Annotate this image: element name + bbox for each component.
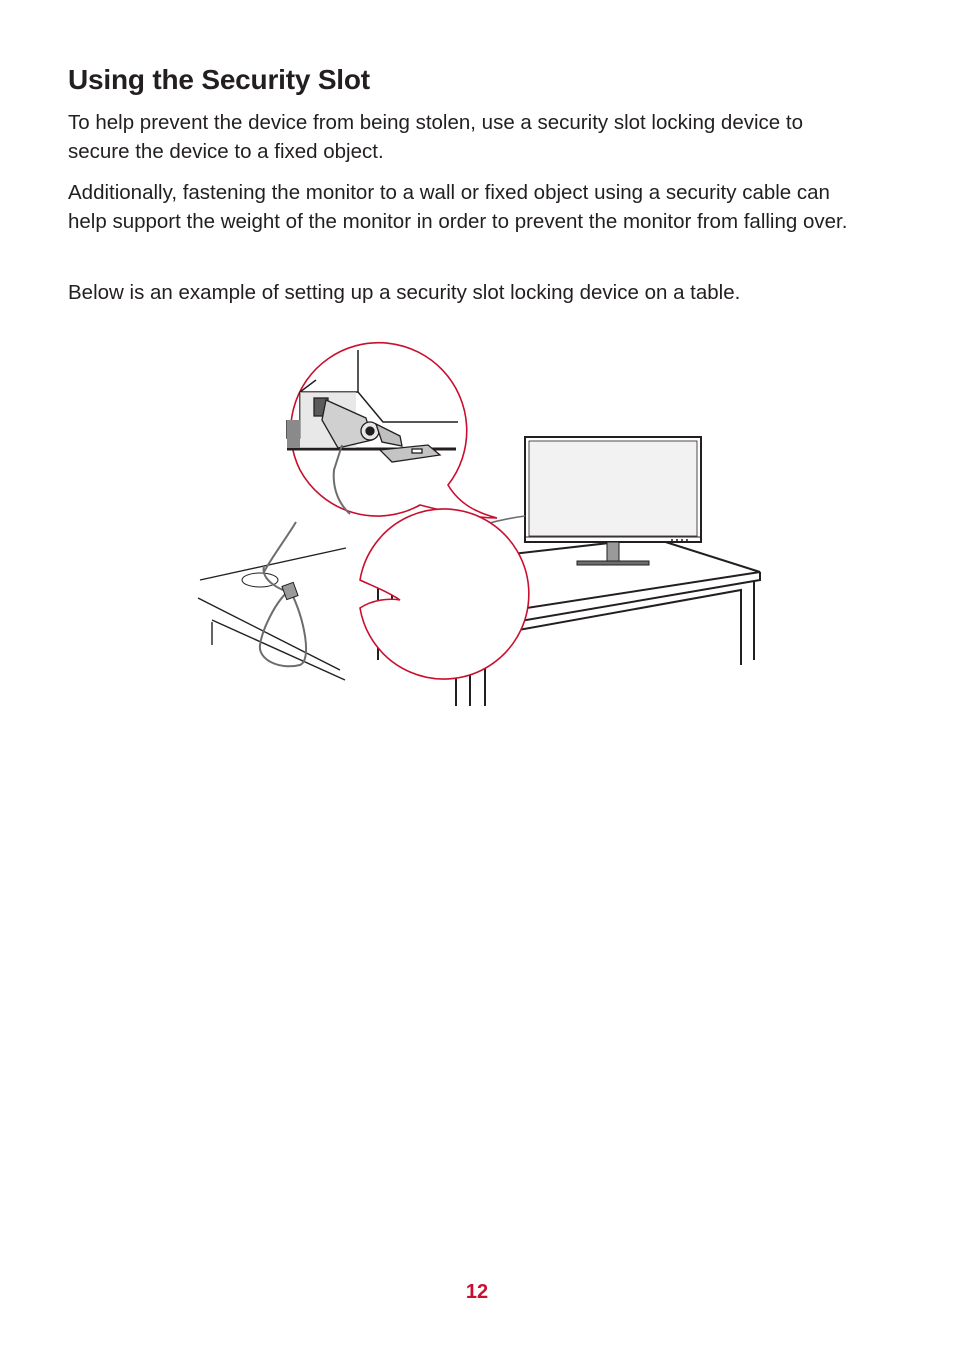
page-title: Using the Security Slot: [68, 64, 370, 95]
paragraph-support: Additionally, fastening the monitor to a wall or fixed object using a security cable can help support the weight of the monitor in order to prevent the monitor from falling over.: [68, 181, 848, 233]
paragraph-intro: To help prevent the device from being stolen, use a security slot locking device to secure the device to a fixed object.: [68, 111, 803, 163]
paragraph-example: Below is an example of setting up a security slot locking device on a table.: [68, 281, 741, 304]
page-number: 12: [465, 1281, 489, 1303]
callout-cable-detail: [198, 509, 529, 680]
callout-lock-detail: [287, 343, 497, 518]
